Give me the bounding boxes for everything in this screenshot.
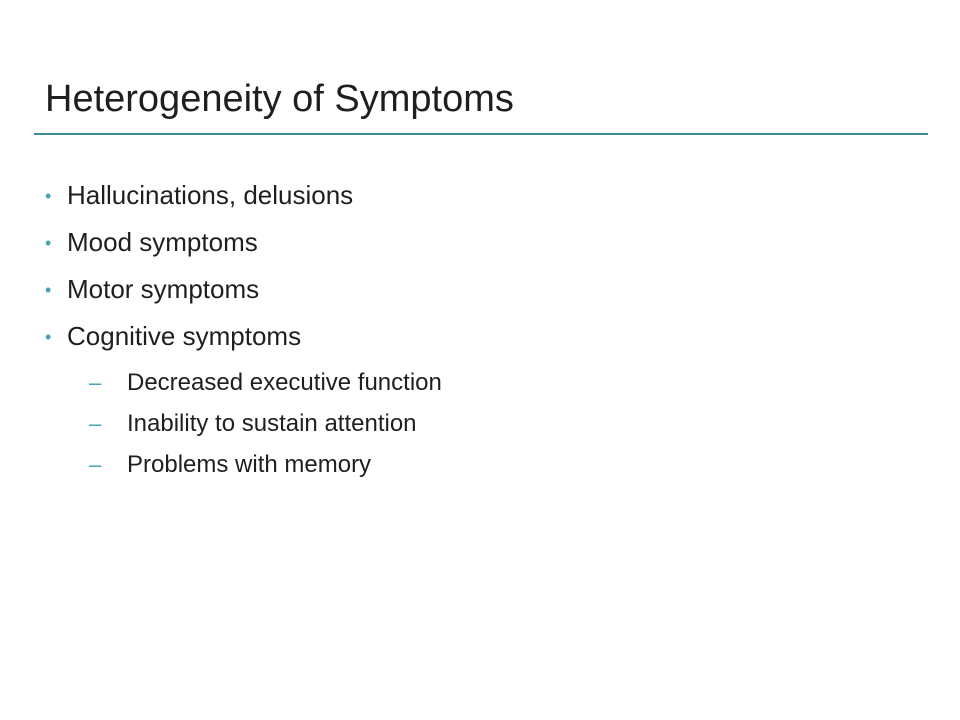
sub-bullet-item <box>45 403 905 444</box>
bullet-item <box>45 172 905 219</box>
sub-bullet-marker: – <box>89 451 102 477</box>
bullet-item <box>45 266 905 313</box>
sub-bullet-item <box>45 444 905 485</box>
title-divider <box>34 133 928 135</box>
bullet-list <box>45 172 905 485</box>
sub-bullet-list <box>45 362 905 485</box>
sub-bullet-text: Problems with memory <box>127 450 372 478</box>
slide-title: Heterogeneity of Symptoms <box>45 78 514 120</box>
bullet-item <box>45 219 905 266</box>
sub-bullet-text: Inability to sustain attention <box>127 409 417 437</box>
bullet-text: Cognitive symptoms <box>67 321 302 351</box>
bullet-item <box>45 313 905 360</box>
bullet-marker: • <box>45 279 52 300</box>
bullet-marker: • <box>45 185 52 206</box>
bullet-text: Motor symptoms <box>67 274 260 304</box>
bullet-text: Mood symptoms <box>67 227 258 257</box>
bullet-marker: • <box>45 326 52 347</box>
sub-bullet-marker: – <box>89 369 102 395</box>
sub-bullet-text: Decreased executive function <box>127 368 442 396</box>
bullet-marker: • <box>45 232 52 253</box>
sub-bullet-marker: – <box>89 410 102 436</box>
bullet-text: Hallucinations, delusions <box>67 180 354 210</box>
sub-bullet-item <box>45 362 905 403</box>
